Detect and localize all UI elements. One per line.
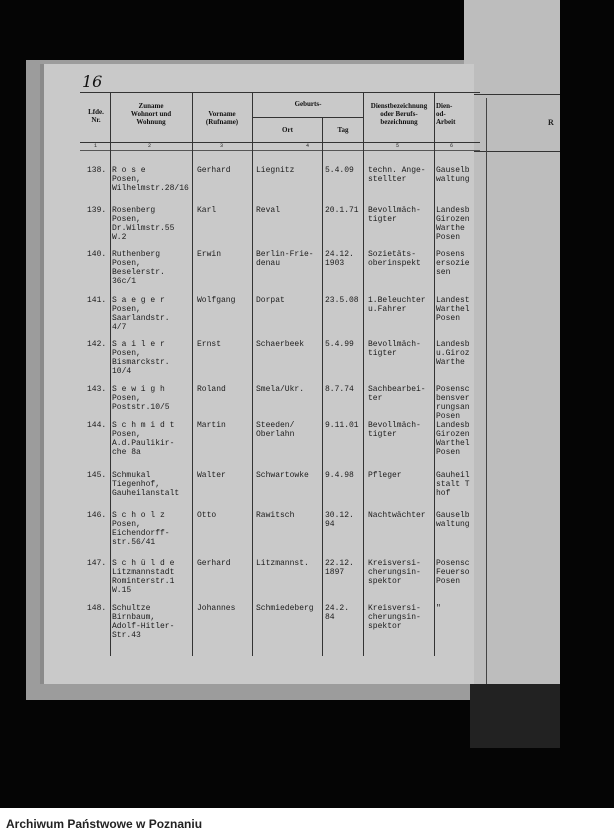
cell-vorname: Gerhard: [197, 166, 231, 175]
archive-footer: [0, 808, 614, 840]
cell-vorname: Ernst: [197, 340, 222, 349]
column-number: 4: [306, 143, 310, 149]
cell-vorname: Wolfgang: [197, 296, 236, 305]
cell-tag: 5.4.09: [325, 166, 354, 175]
cell-tag: 24.2. 84: [325, 604, 350, 622]
cell-nr: 146.: [87, 511, 107, 520]
cell-tag: 9.4.98: [325, 471, 354, 480]
cell-ort: Schwartowke: [256, 471, 309, 480]
cell-tag: 22.12. 1897: [325, 559, 354, 577]
cell-beruf: Sozietäts- oberinspekt: [368, 250, 421, 268]
cell-name: Rosenberg Posen, Dr.Wilmstr.55 W.2: [112, 206, 175, 242]
cell-arbeit: Posensc bensver rungsan Posen: [436, 385, 470, 421]
cell-name: R o s e Posen, Wilhelmstr.28/16: [112, 166, 189, 193]
cell-beruf: Pfleger: [368, 471, 402, 480]
cell-beruf: Kreisversi- cherungsin- spektor: [368, 604, 421, 631]
cell-arbeit: Landest Warthel Posen: [436, 296, 470, 323]
cell-tag: 20.1.71: [325, 206, 359, 215]
cell-vorname: Otto: [197, 511, 217, 520]
cell-beruf: Kreisversi- cherungsin- spektor: [368, 559, 421, 586]
adjacent-page: [464, 0, 560, 684]
cell-ort: Steeden/ Oberlahn: [256, 421, 295, 439]
column-number: 1: [94, 143, 98, 149]
cell-nr: 147.: [87, 559, 107, 568]
cell-beruf: Bevollmäch- tigter: [368, 421, 421, 439]
cell-name: Ruthenberg Posen, Beselerstr. 36c/1: [112, 250, 165, 286]
cell-nr: 144.: [87, 421, 107, 430]
cell-ort: Schmiedeberg: [256, 604, 314, 613]
cell-arbeit: Landesb Girozen Warthel Posen: [436, 421, 470, 457]
page-number: 16: [82, 72, 103, 91]
cell-nr: 139.: [87, 206, 107, 215]
cell-vorname: Walter: [197, 471, 226, 480]
cell-ort: Smela/Ukr.: [256, 385, 305, 394]
cell-vorname: Karl: [197, 206, 217, 215]
cell-vorname: Gerhard: [197, 559, 231, 568]
cell-beruf: 1.Beleuchter u.Fahrer: [368, 296, 426, 314]
cell-vorname: Roland: [197, 385, 226, 394]
cell-tag: 5.4.99: [325, 340, 354, 349]
cell-beruf: Bevollmäch- tigter: [368, 206, 421, 224]
cell-name: S e w i g h Posen, Poststr.10/5: [112, 385, 170, 412]
header-vorname: Vorname (Rufname): [205, 110, 239, 126]
column-number: 2: [148, 143, 152, 149]
cell-name: S a i l e r Posen, Bismarckstr. 10/4: [112, 340, 170, 376]
cell-name: S c h ü l d e Litzmannstadt Rominterstr.1 W.15: [112, 559, 175, 595]
cell-tag: 8.7.74: [325, 385, 354, 394]
cell-arbeit: Gauheil stalt T hof: [436, 471, 470, 498]
cell-name: S c h o l z Posen, Eichendorff- str.56/41: [112, 511, 170, 547]
archive-credit: Archiwum Państwowe w Poznaniu: [6, 817, 203, 831]
cell-nr: 145.: [87, 471, 107, 480]
page-shadow: [470, 684, 560, 748]
cell-arbeit: Gauselb waltung: [436, 511, 470, 529]
cell-name: S c h m i d t Posen, A.d.Paulikir- che 8a: [112, 421, 175, 457]
cell-vorname: Johannes: [197, 604, 236, 613]
cell-arbeit: Landesb Girozen Warthe Posen: [436, 206, 470, 242]
adjacent-page-header: R: [548, 118, 554, 127]
register-page: [40, 64, 474, 684]
cell-ort: Rawitsch: [256, 511, 295, 520]
cell-nr: 138.: [87, 166, 107, 175]
cell-beruf: techn. Ange- stellter: [368, 166, 426, 184]
cell-tag: 24.12. 1903: [325, 250, 354, 268]
header-geburts: Geburts-: [294, 100, 322, 108]
cell-ort: Berlin-Frie- denau: [256, 250, 314, 268]
column-number: 3: [220, 143, 224, 149]
cell-tag: 30.12. 94: [325, 511, 354, 529]
cell-nr: 143.: [87, 385, 107, 394]
cell-ort: Reval: [256, 206, 281, 215]
cell-arbeit: Gauselb waltung: [436, 166, 470, 184]
cell-tag: 9.11.01: [325, 421, 359, 430]
cell-nr: 142.: [87, 340, 107, 349]
header-nr: Lfde. Nr.: [88, 108, 104, 124]
cell-nr: 148.: [87, 604, 107, 613]
header-dienst: Dienstbezeichnung oder Berufs- bezeichnung: [370, 102, 428, 126]
header-name: Zuname Wohnort und Wohnung: [130, 102, 172, 126]
cell-ort: Liegnitz: [256, 166, 295, 175]
cell-name: Schmukal Tiegenhof, Gauheilanstalt: [112, 471, 180, 498]
cell-ort: Dorpat: [256, 296, 285, 305]
cell-vorname: Martin: [197, 421, 226, 430]
cell-arbeit: Landesb u.Giroz Warthe: [436, 340, 470, 367]
cell-name: Schultze Birnbaum, Adolf-Hitler- Str.43: [112, 604, 175, 640]
cell-nr: 141.: [87, 296, 107, 305]
column-number: 6: [450, 143, 454, 149]
cell-tag: 23.5.08: [325, 296, 359, 305]
column-number: 5: [396, 143, 400, 149]
cell-nr: 140.: [87, 250, 107, 259]
cell-ort: Schaerbeek: [256, 340, 305, 349]
header-ort: Ort: [282, 126, 293, 134]
cell-beruf: Bevollmäch- tigter: [368, 340, 421, 358]
cell-arbeit: Posens ersozie sen: [436, 250, 470, 277]
cell-beruf: Sachbearbei- ter: [368, 385, 426, 403]
cell-name: S a e g e r Posen, Saarlandstr. 4/7: [112, 296, 170, 332]
header-tag: Tag: [337, 126, 349, 134]
cell-arbeit: ": [436, 604, 441, 613]
cell-vorname: Erwin: [197, 250, 222, 259]
header-dienst-2: Dien- od- Arbeit: [436, 102, 456, 126]
cell-ort: Litzmannst.: [256, 559, 309, 568]
cell-beruf: Nachtwächter: [368, 511, 426, 520]
cell-arbeit: Posensc Feuerso Posen: [436, 559, 470, 586]
